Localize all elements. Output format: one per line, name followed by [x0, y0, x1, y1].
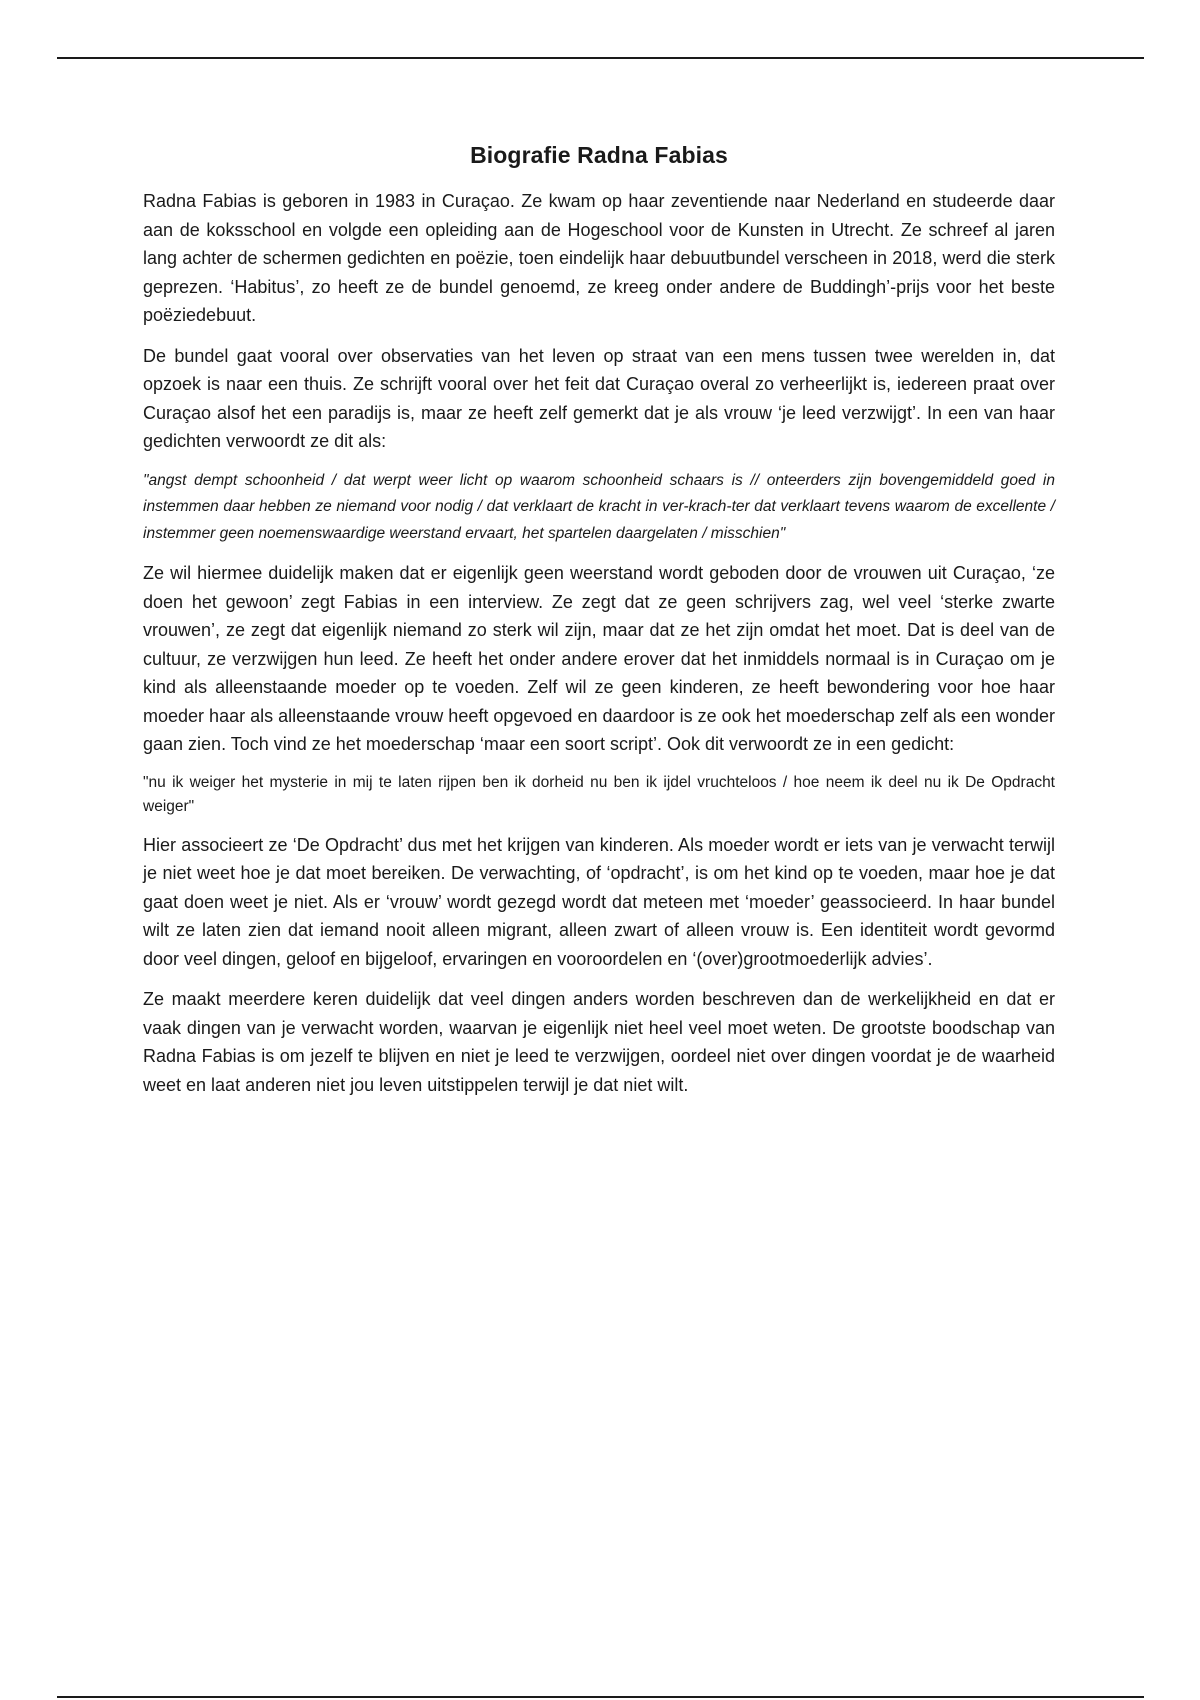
paragraph-weerstand: Ze wil hiermee duidelijk maken dat er eigenlijk geen weerstand wordt geboden door de vrouwen uit Curaçao, ‘ze doen het gewoon’ zegt Fabias in een interview. Ze zegt dat ze geen schrijvers zag, wel veel ‘sterke zwarte vrouwen’, ze zegt dat eigenlijk niemand zo sterk wil zijn, maar dat ze het zijn omdat het moet. Dat is deel van de cultuur, ze verzwijgen hun leed. Ze heeft het onder andere erover dat het inmiddels normaal is in Curaçao om je kind als alleenstaande moeder op te voeden. Zelf wil ze geen kinderen, ze heeft bewondering voor hoe haar moeder haar als alleenstaande vrouw heeft opgevoed en daardoor is ze ook het moederschap zelf als een wonder gaan zien. Toch vind ze het moederschap ‘maar een soort script’. Ook dit verwoordt ze in een gedicht:	[143, 563, 1055, 754]
document-body	[143, 142, 1055, 1111]
paragraph-conclusie: Ze maakt meerdere keren duidelijk dat veel dingen anders worden beschreven dan de werkelijkheid en dat er vaak dingen van je verwacht worden, waarvan je eigenlijk niet heel veel moet weten. De grootste boodschap van Radna Fabias is om jezelf te blijven en niet je leed te verzwijgen, oordeel niet over dingen voordat je de waarheid weet en laat anderen niet jou leven uitstippelen terwijl je dat niet wilt.	[143, 989, 1055, 1095]
paragraph-opdracht: Hier associeert ze ‘De Opdracht’ dus met het krijgen van kinderen. Als moeder wordt er iets van je verwacht terwijl je niet weet hoe je dat moet bereiken. De verwachting, of ‘opdracht’, is om het kind op te voeden, maar hoe je dat gaat doen weet je niet. Als er ‘vrouw’ wordt gezegd wordt dat meteen met ‘moeder’ geassocieerd. In haar bundel wilt ze laten zien dat iemand nooit alleen migrant, alleen zwart of alleen vrouw is. Een identiteit wordt gevormd door veel dingen, geloof en bijgeloof, ervaringen en vooroordelen en ‘(over)grootmoederlijk advies’.	[143, 834, 1055, 969]
paragraph-bundel: De bundel gaat vooral over observaties van het leven op straat van een mens tussen twee werelden in, dat opzoek is naar een thuis. Ze schrijft vooral over het feit dat Curaçao overal zo verheerlijkt is, iedereen praat over Curaçao alsof het een paradijs is, maar ze heeft zelf gemerkt dat je als vrouw ‘je leed verzwijgt’. In een van haar gedichten verwoordt ze dit als:	[143, 345, 1055, 451]
poem-quote-2: "nu ik weiger het mysterie in mij te laten rijpen ben ik dorheid nu ben ik ijdel vruchteloos / hoe neem ik deel nu ik De Opdracht weiger"	[143, 773, 1055, 815]
paragraph-intro: Radna Fabias is geboren in 1983 in Curaçao. Ze kwam op haar zeventiende naar Nederland en studeerde daar aan de koksschool en volgde een opleiding aan de Hogeschool voor de Kunsten in Utrecht. Ze schreef al jaren lang achter de schermen gedichten en poëzie, toen eindelijk haar debuutbundel verscheen in 2018, werd die sterk geprezen. ‘Habitus’, zo heeft ze de bundel genoemd, ze kreeg onder andere de Buddingh’-prijs voor het beste poëziedebuut.	[143, 191, 1055, 325]
page-title: Biografie Radna Fabias	[470, 142, 728, 168]
header-rule	[57, 57, 1144, 59]
poem-quote-1: "angst dempt schoonheid / dat werpt weer licht op waarom schoonheid schaars is // onteerders zijn bovengemiddeld goed in instemmen daar hebben ze niemand voor nodig / dat verklaart de kracht in ver-krach-ter dat verklaart tevens waarom de excellente / instemmer geen noemenswaardige weerstand ervaart, het spartelen daargelaten / misschien"	[143, 471, 1055, 542]
footer-rule	[57, 1696, 1144, 1698]
